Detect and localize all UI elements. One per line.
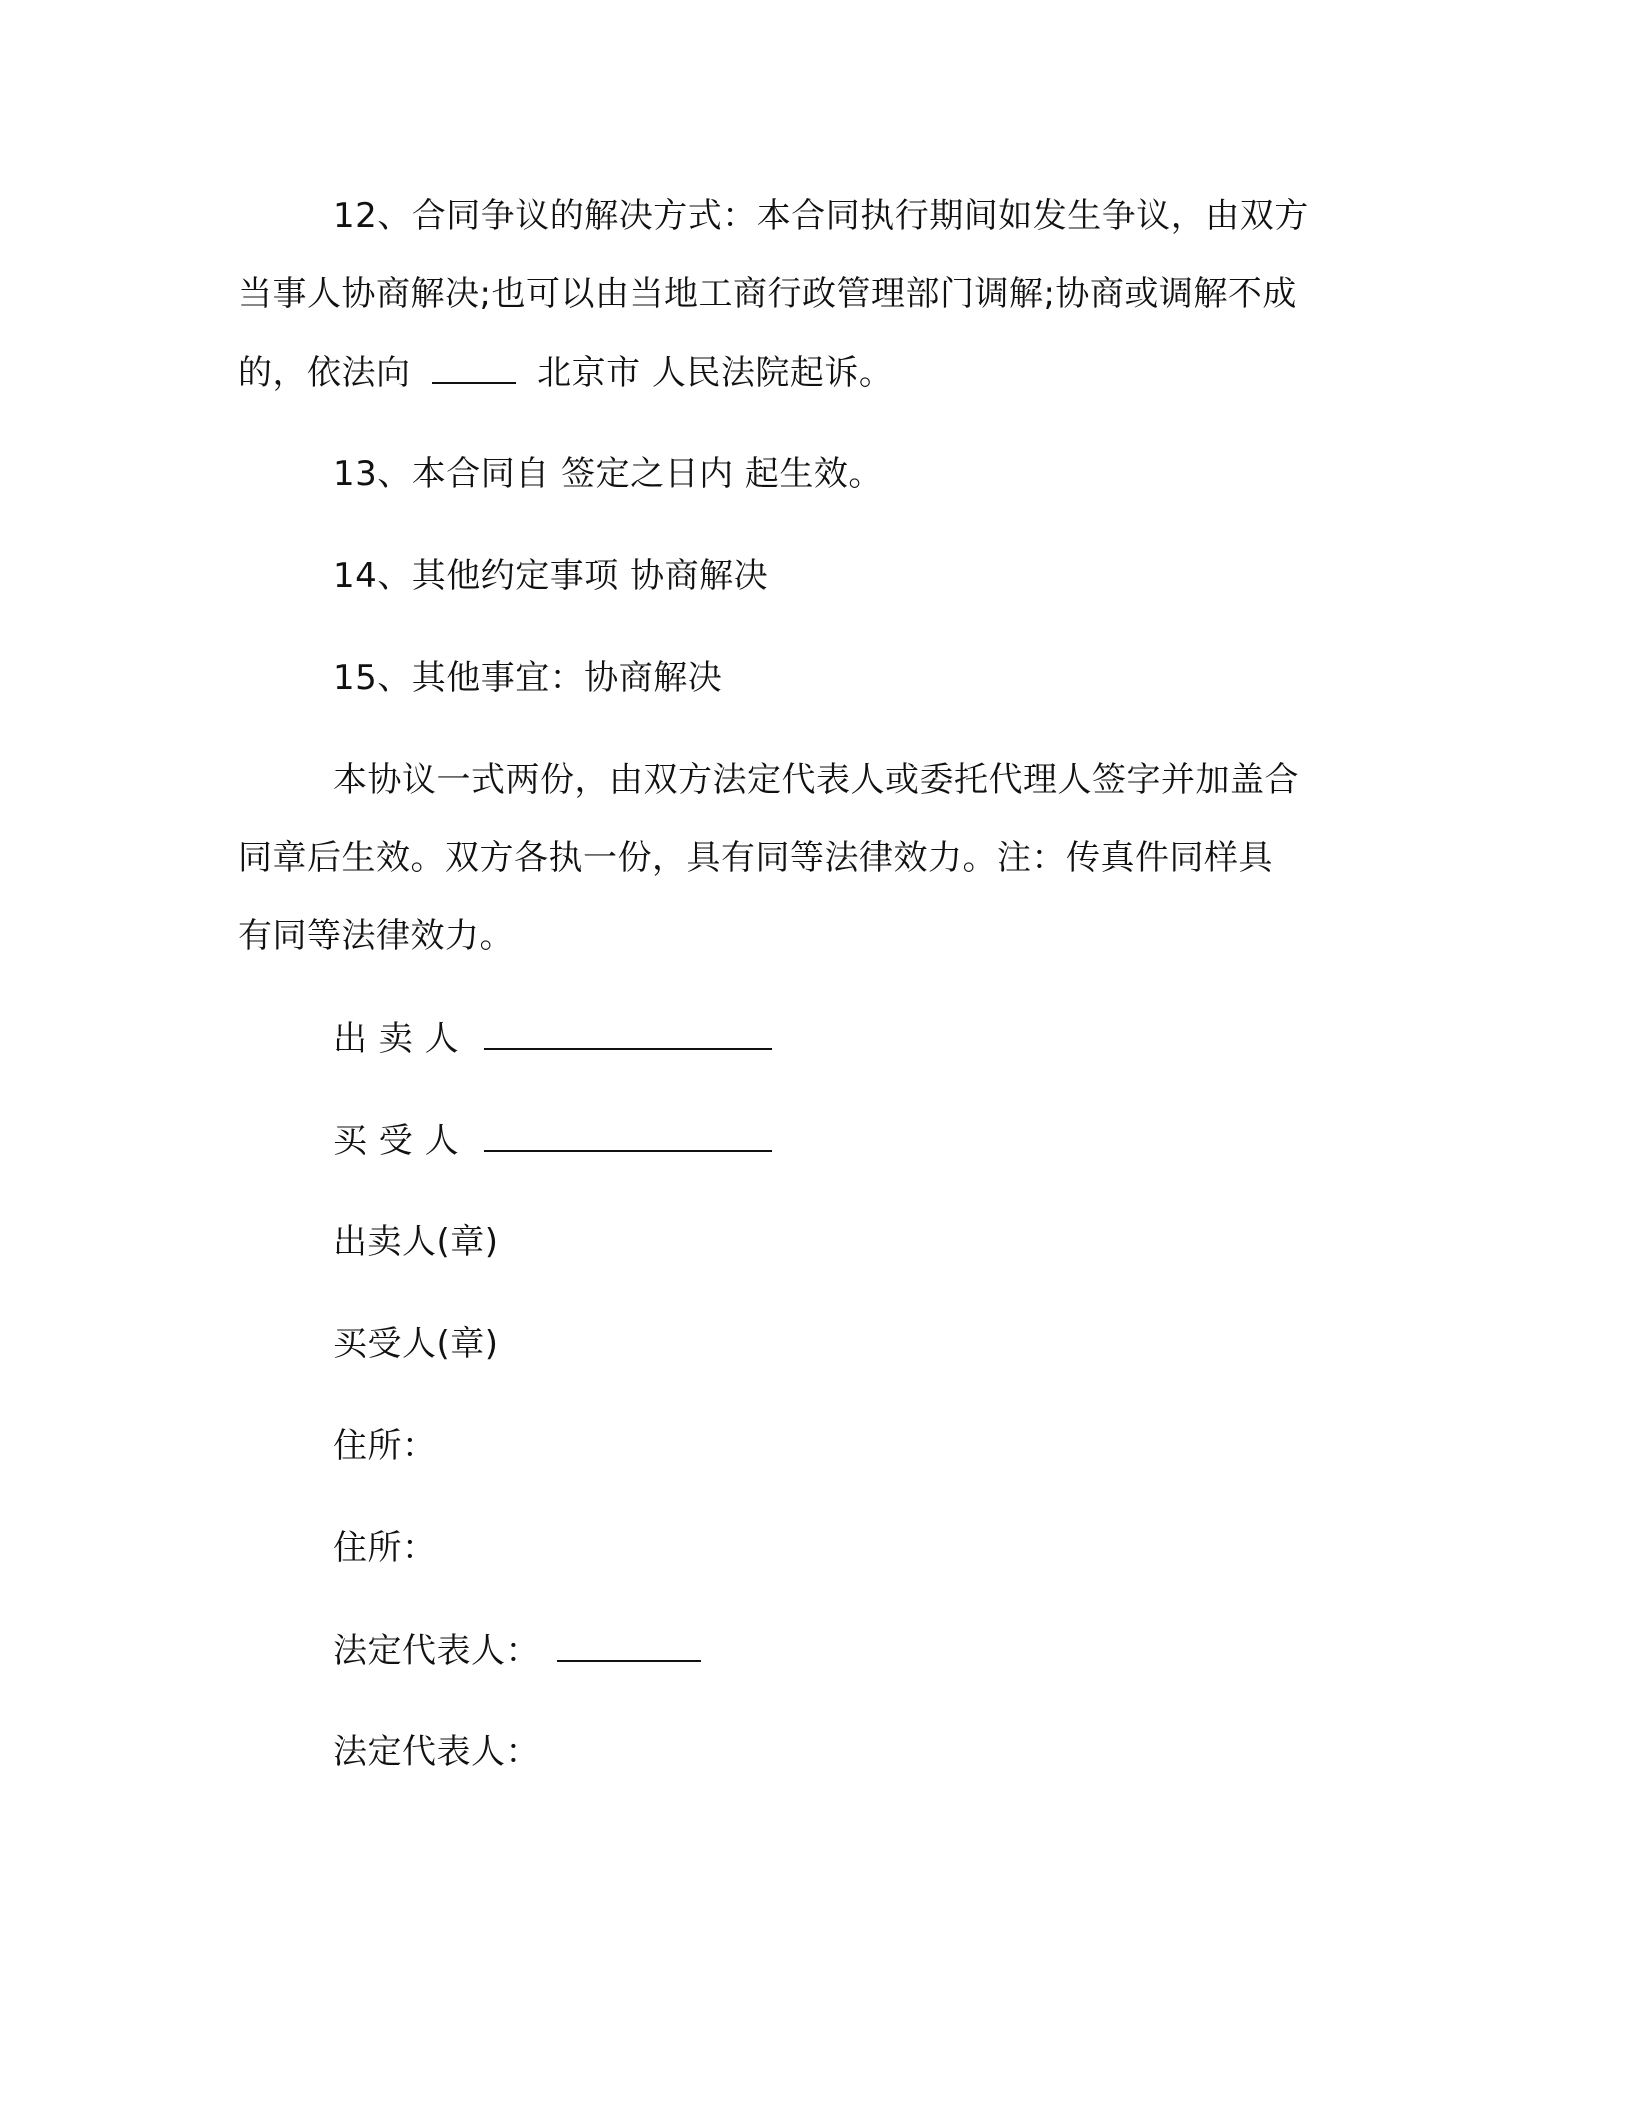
closing-line-3: 有同等法律效力。 <box>238 916 514 956</box>
seller-legal-rep-blank <box>557 1630 701 1662</box>
seller-address: 住所： <box>333 1426 437 1466</box>
seller-legal-rep-label: 法定代表人： <box>333 1631 540 1671</box>
clause-15: 15、其他事宜：协商解决 <box>333 658 723 698</box>
buyer-address: 住所： <box>333 1528 437 1568</box>
seller-name-blank <box>484 1018 772 1050</box>
clause-12-line-3-prefix: 的，依法向 <box>238 353 411 393</box>
court-location-blank <box>432 352 516 384</box>
seller-label: 出 卖 人 <box>333 1019 460 1059</box>
buyer-seal: 买受人(章) <box>333 1324 499 1364</box>
seller-seal: 出卖人(章) <box>333 1222 499 1262</box>
buyer-name-blank <box>484 1120 772 1152</box>
clause-14: 14、其他约定事项 协商解决 <box>333 556 769 596</box>
closing-line-1: 本协议一式两份，由双方法定代表人或委托代理人签字并加盖合 <box>333 760 1299 800</box>
closing-line-2: 同章后生效。双方各执一份，具有同等法律效力。注：传真件同样具 <box>238 838 1273 878</box>
clause-12-line-2: 当事人协商解决;也可以由当地工商行政管理部门调解;协商或调解不成 <box>238 274 1297 314</box>
seller-legal-rep-line <box>333 1630 701 1671</box>
clause-13: 13、本合同自 签定之日内 起生效。 <box>333 454 883 494</box>
clause-12-line-3-suffix: 北京市 人民法院起诉。 <box>537 353 894 393</box>
seller-signature-line <box>333 1018 772 1059</box>
buyer-legal-rep: 法定代表人： <box>333 1732 540 1772</box>
clause-12-line-1: 12、合同争议的解决方式：本合同执行期间如发生争议，由双方 <box>333 196 1309 236</box>
buyer-label: 买 受 人 <box>333 1121 460 1161</box>
buyer-signature-line <box>333 1120 772 1161</box>
clause-12-line-3 <box>238 352 893 393</box>
